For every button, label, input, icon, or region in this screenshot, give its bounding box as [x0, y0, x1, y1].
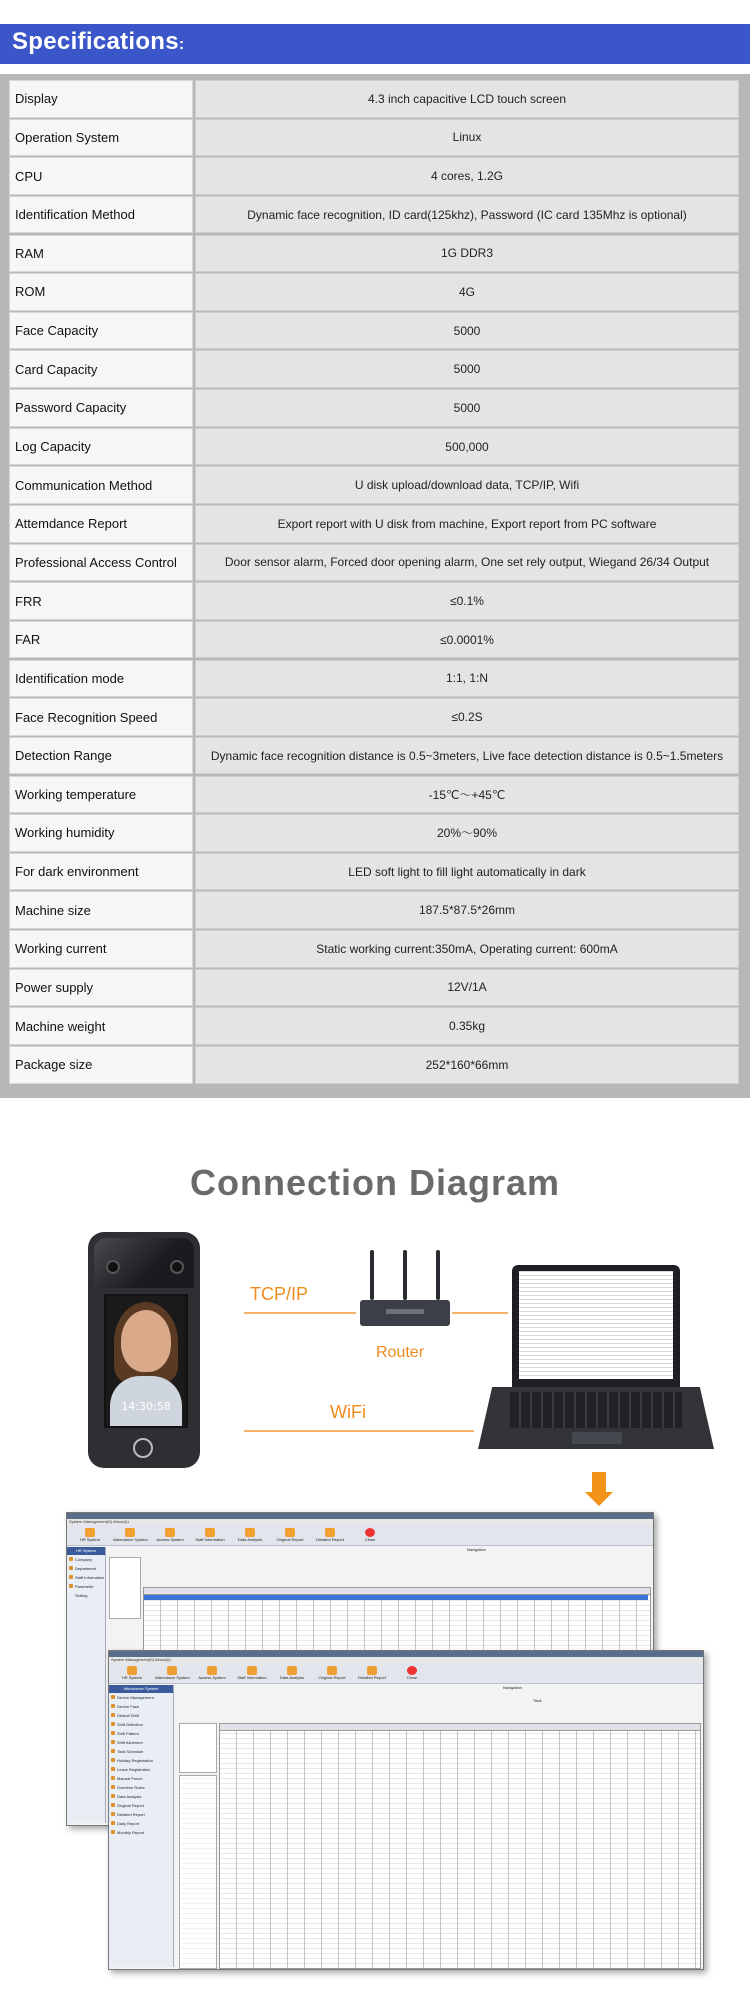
- spec-label: Detection Range: [9, 737, 193, 775]
- spec-label: Machine size: [9, 891, 193, 929]
- module-icon: [165, 1528, 175, 1537]
- card-reader-icon: [133, 1438, 153, 1458]
- toolbar-button-label: Original Report: [318, 1675, 346, 1680]
- spec-value: 187.5*87.5*26mm: [195, 891, 739, 929]
- spec-value: 0.35kg: [195, 1007, 739, 1045]
- spec-row: [9, 737, 739, 775]
- toolbar-button-label: Access System: [198, 1675, 226, 1680]
- spec-value: U disk upload/download data, TCP/IP, Wifi: [195, 466, 739, 504]
- module-icon: [367, 1666, 377, 1675]
- router-icon: [360, 1300, 450, 1326]
- spec-label: ROM: [9, 273, 193, 311]
- toolbar-button-label: Data Analysis: [279, 1675, 305, 1680]
- spec-row: [9, 776, 739, 814]
- spec-row: [9, 1007, 739, 1045]
- report-grid[interactable]: [219, 1730, 701, 1969]
- sidebar-item[interactable]: Daily Report: [109, 1819, 173, 1828]
- sidebar-title: HR System: [67, 1547, 105, 1555]
- attendance-system-screenshot: [108, 1650, 704, 1970]
- spec-row: [9, 891, 739, 929]
- navigation-checkbox[interactable]: Navigation: [503, 1685, 522, 1690]
- toolbar-button[interactable]: [353, 1527, 387, 1543]
- router-brand: [386, 1309, 424, 1314]
- spec-label: Package size: [9, 1046, 193, 1084]
- module-icon: [205, 1528, 215, 1537]
- toolbar-button[interactable]: [115, 1665, 149, 1681]
- attendance-sidebar: [109, 1685, 174, 1967]
- laptop-display: [519, 1271, 673, 1379]
- menu-bar: System Management(S) About(A): [67, 1519, 653, 1525]
- toolbar-button[interactable]: [395, 1665, 429, 1681]
- spec-row: [9, 660, 739, 698]
- spec-value: ≤0.0001%: [195, 621, 739, 659]
- toolbar-button[interactable]: [235, 1665, 269, 1681]
- spec-label: For dark environment: [9, 853, 193, 891]
- spec-value: Door sensor alarm, Forced door opening alarm, One set rely output, Wiegand 26/34 Output: [195, 544, 739, 582]
- module-icon: [287, 1666, 297, 1675]
- spec-label: Display: [9, 80, 193, 118]
- sidebar-item[interactable]: Total Schedule: [109, 1747, 173, 1756]
- module-icon: [207, 1666, 217, 1675]
- sidebar-item[interactable]: Monthly Report: [109, 1828, 173, 1837]
- spec-row: [9, 273, 739, 311]
- spec-value: Export report with U disk from machine, Export report from PC software: [195, 505, 739, 543]
- toolbar-button-label: Close: [406, 1675, 418, 1680]
- down-arrow-icon: [592, 1472, 606, 1494]
- spec-label: Password Capacity: [9, 389, 193, 427]
- spec-row: [9, 119, 739, 157]
- laptop-icon: [512, 1265, 680, 1387]
- spec-value: Dynamic face recognition, ID card(125khz), Password (IC card 135Mhz is optional): [195, 196, 739, 234]
- toolbar-button-label: HR System: [79, 1537, 101, 1542]
- total-checkbox[interactable]: Total: [533, 1698, 542, 1703]
- spec-label: Identification mode: [9, 660, 193, 698]
- antenna-icon: [403, 1250, 407, 1300]
- close-icon: [365, 1528, 375, 1537]
- spec-row: [9, 157, 739, 195]
- toolbar-button[interactable]: [233, 1527, 267, 1543]
- spec-row: [9, 80, 739, 118]
- spec-value: 5000: [195, 312, 739, 350]
- staff-list[interactable]: [179, 1775, 217, 1969]
- toolbar-button[interactable]: [113, 1527, 147, 1543]
- wifi-label: WiFi: [330, 1402, 366, 1422]
- toolbar-button-label: HR System: [121, 1675, 143, 1680]
- spec-value: 500,000: [195, 428, 739, 466]
- sidebar-item[interactable]: Manual Punch: [109, 1774, 173, 1783]
- spec-row: [9, 969, 739, 1007]
- sidebar-item[interactable]: Original Report: [109, 1801, 173, 1810]
- tcpip-label: TCP/IP: [250, 1284, 309, 1304]
- spec-label: Operation System: [9, 119, 193, 157]
- sidebar-item[interactable]: Device Face: [109, 1702, 173, 1711]
- spec-row: [9, 389, 739, 427]
- toolbar-button-label: Data Analysis: [237, 1537, 263, 1542]
- sidebar-items: [109, 1693, 173, 1837]
- spec-row: [9, 1046, 739, 1084]
- spec-label: RAM: [9, 235, 193, 273]
- spec-value: ≤0.2S: [195, 698, 739, 736]
- spec-value: 4.3 inch capacitive LCD touch screen: [195, 80, 739, 118]
- spec-label: Card Capacity: [9, 350, 193, 388]
- sidebar-item[interactable]: Parameter Setting: [67, 1582, 105, 1591]
- module-icon: [325, 1528, 335, 1537]
- spec-label: Working humidity: [9, 814, 193, 852]
- spec-value: Linux: [195, 119, 739, 157]
- spec-label: Face Recognition Speed: [9, 698, 193, 736]
- spec-value: 20%～90%: [195, 814, 739, 852]
- tcpip-line: [244, 1312, 356, 1314]
- spec-row: [9, 814, 739, 852]
- software-toolbar: [67, 1525, 653, 1546]
- antenna-icon: [436, 1250, 440, 1300]
- spec-row: [9, 930, 739, 968]
- sidebar-item[interactable]: Device Management: [109, 1693, 173, 1702]
- sidebar-item[interactable]: Shift Allotment: [109, 1738, 173, 1747]
- spec-label: Communication Method: [9, 466, 193, 504]
- sidebar-items: [67, 1555, 105, 1598]
- department-tree[interactable]: [109, 1557, 141, 1619]
- module-icon: [327, 1666, 337, 1675]
- spec-label: Working current: [9, 930, 193, 968]
- toolbar-button[interactable]: [315, 1665, 349, 1681]
- toolbar-button-label: Original Report: [276, 1537, 304, 1542]
- spec-value: 5000: [195, 350, 739, 388]
- sidebar-item[interactable]: Department: [67, 1564, 105, 1573]
- spec-row: [9, 853, 739, 891]
- sidebar-item[interactable]: Data Analysis: [109, 1792, 173, 1801]
- sidebar-item[interactable]: Overtime Rules: [109, 1783, 173, 1792]
- hr-sidebar: [67, 1547, 106, 1823]
- spec-row: [9, 698, 739, 736]
- spec-label: Working temperature: [9, 776, 193, 814]
- sidebar-item[interactable]: Shift Definition: [109, 1720, 173, 1729]
- spec-row: [9, 544, 739, 582]
- wifi-line: [244, 1430, 474, 1432]
- spec-value: 4 cores, 1.2G: [195, 157, 739, 195]
- toolbar-button[interactable]: [195, 1665, 229, 1681]
- router-label: Router: [376, 1344, 425, 1361]
- laptop-keyboard: [510, 1392, 682, 1428]
- sidebar-item[interactable]: Shift Pattern: [109, 1729, 173, 1738]
- toolbar-button[interactable]: [155, 1665, 189, 1681]
- face-recognition-terminal: [88, 1232, 200, 1468]
- module-icon: [85, 1528, 95, 1537]
- software-toolbar: [109, 1663, 703, 1684]
- spec-value: 4G: [195, 273, 739, 311]
- toolbar-button[interactable]: [153, 1527, 187, 1543]
- spec-label: FRR: [9, 582, 193, 620]
- terminal-clock: 14:30:58: [121, 1400, 171, 1413]
- spec-label: Face Capacity: [9, 312, 193, 350]
- specifications-title: Specifications:: [12, 28, 185, 55]
- spec-label: FAR: [9, 621, 193, 659]
- navigation-checkbox[interactable]: Navigation: [467, 1547, 486, 1552]
- spec-row: [9, 505, 739, 543]
- spec-row: [9, 582, 739, 620]
- module-icon: [245, 1528, 255, 1537]
- toolbar-button-label: Staff Information: [195, 1537, 225, 1542]
- router-laptop-line: [452, 1312, 508, 1314]
- sidebar-item[interactable]: Detailed Report: [109, 1810, 173, 1819]
- spec-row: [9, 312, 739, 350]
- spec-row: [9, 350, 739, 388]
- spec-row: [9, 621, 739, 659]
- spec-row: [9, 428, 739, 466]
- spec-value: 252*160*66mm: [195, 1046, 739, 1084]
- toolbar-button-label: Attendance System: [113, 1537, 148, 1542]
- spec-row: [9, 466, 739, 504]
- sidebar-title: Attendance System: [109, 1685, 173, 1693]
- spec-label: Power supply: [9, 969, 193, 1007]
- spec-row: [9, 196, 739, 234]
- down-arrow-icon: [585, 1492, 613, 1506]
- toolbar-button-label: Attendance System: [155, 1675, 190, 1680]
- toolbar-button[interactable]: [73, 1527, 107, 1543]
- camera-icon: [106, 1260, 120, 1274]
- terminal-screen: [104, 1294, 188, 1428]
- specifications-table: [9, 80, 739, 1085]
- spec-value: -15℃～+45℃: [195, 776, 739, 814]
- spec-value: 12V/1A: [195, 969, 739, 1007]
- spec-label: Attemdance Report: [9, 505, 193, 543]
- spec-label: Machine weight: [9, 1007, 193, 1045]
- connection-diagram-title: Connection Diagram: [189, 1162, 561, 1203]
- toolbar-button-label: Detailed Report: [316, 1537, 344, 1542]
- specifications-table-frame: [0, 74, 750, 1098]
- face-image: [121, 1310, 171, 1372]
- sidebar-item[interactable]: Holiday Registration: [109, 1756, 173, 1765]
- spec-row: [9, 235, 739, 273]
- toolbar-button[interactable]: [193, 1527, 227, 1543]
- specifications-header: [0, 24, 750, 64]
- laptop-touchpad: [572, 1432, 622, 1444]
- sidebar-item[interactable]: Leave Registration: [109, 1765, 173, 1774]
- spec-label: Log Capacity: [9, 428, 193, 466]
- spec-value: ≤0.1%: [195, 582, 739, 620]
- selected-row[interactable]: [144, 1595, 648, 1600]
- module-icon: [247, 1666, 257, 1675]
- spec-value: 5000: [195, 389, 739, 427]
- toolbar-button[interactable]: [313, 1527, 347, 1543]
- spec-label: CPU: [9, 157, 193, 195]
- toolbar-button[interactable]: [275, 1665, 309, 1681]
- staff-grid[interactable]: [143, 1594, 651, 1656]
- toolbar-button[interactable]: [355, 1665, 389, 1681]
- spec-value: Dynamic face recognition distance is 0.5~3meters, Live face detection distance is 0.5~1.5meters: [195, 737, 739, 775]
- module-icon: [167, 1666, 177, 1675]
- spec-value: LED soft light to fill light automatically in dark: [195, 853, 739, 891]
- spec-label: Identification Method: [9, 196, 193, 234]
- spec-value: Static working current:350mA, Operating current: 600mA: [195, 930, 739, 968]
- toolbar-button[interactable]: [273, 1527, 307, 1543]
- module-icon: [125, 1528, 135, 1537]
- menu-bar: System Management(S) About(A): [109, 1657, 703, 1663]
- spec-value: 1G DDR3: [195, 235, 739, 273]
- toolbar-button-label: Detailed Report: [358, 1675, 386, 1680]
- module-icon: [285, 1528, 295, 1537]
- department-tree[interactable]: [179, 1723, 217, 1773]
- camera-icon: [170, 1260, 184, 1274]
- toolbar-button-label: Access System: [156, 1537, 184, 1542]
- module-icon: [127, 1666, 137, 1675]
- antenna-icon: [370, 1250, 374, 1300]
- sidebar-item[interactable]: Staff Information: [67, 1573, 105, 1582]
- toolbar-button-label: Close: [364, 1537, 376, 1542]
- sidebar-item[interactable]: Company: [67, 1555, 105, 1564]
- close-icon: [407, 1666, 417, 1675]
- spec-label: Professional Access Control: [9, 544, 193, 582]
- sidebar-item[interactable]: Default Shift: [109, 1711, 173, 1720]
- toolbar-button-label: Staff Information: [237, 1675, 267, 1680]
- spec-value: 1:1, 1:N: [195, 660, 739, 698]
